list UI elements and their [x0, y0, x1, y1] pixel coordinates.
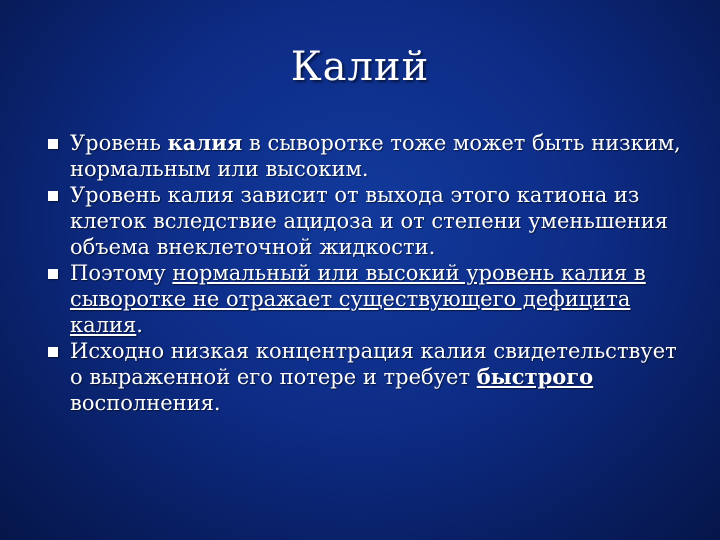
bullet-text-bold: калия [167, 130, 243, 155]
bullet-text-bold-underlined: быстрого [476, 364, 594, 389]
square-bullet-icon [48, 191, 58, 201]
square-bullet-icon [48, 269, 58, 279]
bullet-item [48, 338, 688, 416]
slide-title: Калий [290, 44, 430, 90]
bullet-item [48, 260, 688, 338]
bullet-text-part: Уровень [70, 131, 168, 155]
bullet-text-part: Исходно низкая концентрация калия свидетельствует о выраженной его потере и требует [70, 339, 677, 389]
bullet-text-part: восполнения. [70, 391, 221, 415]
bullet-text-part: Уровень калия зависит от выхода этого катиона из клеток вследствие ацидоза и от степени уменьшения объема внеклеточной жидкости. [70, 183, 669, 259]
square-bullet-icon [48, 347, 58, 357]
bullet-text-part: . [136, 313, 143, 337]
bullet-text-underlined: нормальный или высокий уровень калия в сыворотке не отражает существующего дефицита калия [70, 261, 646, 337]
bullet-text-part: в сыворотке тоже может быть низким, нормальным или высоким. [70, 131, 681, 181]
bullet-item [48, 182, 688, 260]
bullet-text-part: Поэтому [70, 261, 173, 285]
bullet-list [48, 130, 688, 416]
bullet-item [48, 130, 688, 182]
square-bullet-icon [48, 139, 58, 149]
